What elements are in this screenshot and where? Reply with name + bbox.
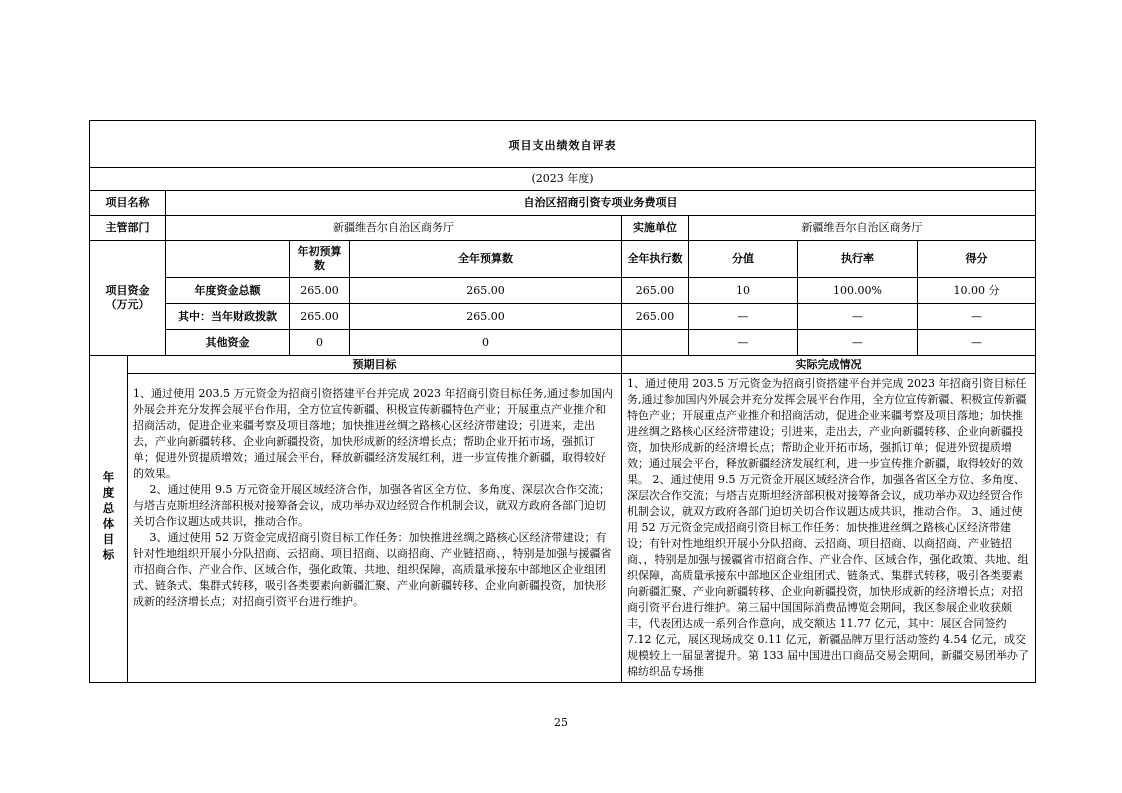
cell-value: 10: [689, 278, 798, 304]
expected-goal-paragraph: 2、通过使用 9.5 万元资金开展区域经济合作，加强各省区全方位、多角度、深层次合作交流；与塔吉克斯坦经济部积极对接筹备会议，成功举办双边经贸合作机制会议，就双方政府各部门迫切关切合作议题达成共识，推动合作。: [133, 483, 610, 528]
cell-value: —: [689, 304, 798, 330]
actual-result-header: 实际完成情况: [622, 356, 1036, 374]
form-title: 项目支出绩效自评表: [90, 121, 1036, 168]
cell-initial: 0: [290, 330, 350, 356]
cell-exec: 265.00: [622, 304, 689, 330]
project-name-label: 项目名称: [90, 191, 166, 216]
expected-goal-header: 预期目标: [128, 356, 622, 374]
dept-label: 主管部门: [90, 216, 166, 241]
goal-section-label-text: 年度总体目标: [101, 470, 116, 564]
dept-value: 新疆维吾尔自治区商务厅: [166, 216, 622, 241]
row-label: 其中：当年财政拨款: [166, 304, 290, 330]
cell-rate: 100.00%: [798, 278, 918, 304]
cell-score: 10.00 分: [918, 278, 1036, 304]
goal-section-label: [90, 356, 128, 683]
cell-value: —: [689, 330, 798, 356]
cell-score: —: [918, 304, 1036, 330]
evaluation-form: [89, 120, 1035, 683]
impl-label: 实施单位: [622, 216, 689, 241]
evaluation-table: [89, 120, 1036, 683]
funds-header-blank: [166, 241, 290, 278]
header-score-value: 分值: [689, 241, 798, 278]
cell-initial: 265.00: [290, 304, 350, 330]
expected-goal-paragraph: 1、通过使用 203.5 万元资金为招商引资搭建平台并完成 2023 年招商引资目标任务,通过参加国内外展会并充分发挥会展平台作用，全方位宣传新疆、积极宣传新疆特色产业；开展重点产业推介和招商活动，促进企业来疆考察及项目落地；加快推进丝绸之路核心区经济带建设；引进来，走出去，产业向新疆转移、企业向新疆投资，加快形成新的经济增长点；帮助企业开拓市场，强抓订单；促进外贸提质增效；通过展会平台，释放新疆经济发展红利，进一步宣传推介新疆，取得较好的效果。: [133, 387, 613, 480]
project-name-value: 自治区招商引资专项业务费项目: [166, 191, 1036, 216]
cell-rate: —: [798, 304, 918, 330]
cell-annual: 0: [350, 330, 622, 356]
funds-label-text: 项目资金（万元）: [105, 284, 150, 311]
cell-rate: —: [798, 330, 918, 356]
cell-exec: 265.00: [622, 278, 689, 304]
cell-annual: 265.00: [350, 278, 622, 304]
expected-goal-paragraph: 3、通过使用 52 万资金完成招商引资目标工作任务：加快推进丝绸之路核心区经济带建设；有针对性地组织开展小分队招商、云招商、项目招商、以商招商、产业链招商、，特别是加强与援疆省市招商合作、产业合作、区域合作，强化政策、共地、组织保障，高质量承接东中部地区企业组团式、链条式、集群式转移，吸引各类要素向新疆汇聚、产业向新疆转移、企业向新疆投资，加快形成新的经济增长点；对招商引资平台进行维护。: [133, 531, 612, 608]
cell-annual: 265.00: [350, 304, 622, 330]
header-exec-rate: 执行率: [798, 241, 918, 278]
page-number: 25: [554, 716, 568, 729]
form-year: (2023 年度): [90, 168, 1036, 191]
cell-score: —: [918, 330, 1036, 356]
expected-goal-text: [128, 374, 622, 683]
cell-initial: 265.00: [290, 278, 350, 304]
header-annual-exec: 全年执行数: [622, 241, 689, 278]
row-label: 其他资金: [166, 330, 290, 356]
cell-exec: [622, 330, 689, 356]
header-score: 得分: [918, 241, 1036, 278]
header-initial-budget: 年初预算数: [290, 241, 350, 278]
impl-value: 新疆维吾尔自治区商务厅: [689, 216, 1036, 241]
actual-result-text: 1、通过使用 203.5 万元资金为招商引资搭建平台并完成 2023 年招商引资目标任务,通过参加国内外展会并充分发挥会展平台作用，全方位宣传新疆、积极宣传新疆特色产业；开展重点产业推介和招商活动，促进企业来疆考察及项目落地；加快推进丝绸之路核心区经济带建设；引进来，走出去，产业向新疆转移、企业向新疆投资，加快形成新的经济增长点；帮助企业开拓市场，强抓订单；促进外贸提质增效；通过展会平台，释放新疆经济发展红利，进一步宣传推介新疆，取得较好的效果。 2、通过使用 9.5 万元资金开展区域经济合作，加强各省区全方位、多角度、深层次合作交流；与塔吉克斯坦经济部积极对接筹备会议，成功举办双边经贸合作机制会议，就双方政府各部门迫切关切合作议题达成共识，推动合作。 3、通过使用 52 万元资金完成招商引资目标工作任务：加快推进丝绸之路核心区经济带建设；有针对性地组织开展小分队招商、云招商、项目招商、以商招商、产业链招商、，特别是加强与援疆省市招商合作、产业合作、区域合作，强化政策、共地、组织保障，高质量承接东中部地区企业组团式、链条式、集群式转移，吸引各类要素向新疆汇聚、产业向新疆转移、企业向新疆投资，加快形成新的经济增长点；对招商引资平台进行维护。第三届中国国际消费品博览会期间，我区参展企业收获颇丰，代表团达成一系列合作意向，成交额达 11.77 亿元，其中：展区合同签约 7.12 亿元，展区现场成交 0.11 亿元，新疆品牌万里行活动签约 4.54 亿元，成交规模较上一届显著提升。第 133 届中国进出口商品交易会期间，新疆交易团举办了棉纺织品专场推: [622, 374, 1036, 683]
funds-label: [90, 241, 166, 356]
header-annual-budget: 全年预算数: [350, 241, 622, 278]
row-label: 年度资金总额: [166, 278, 290, 304]
